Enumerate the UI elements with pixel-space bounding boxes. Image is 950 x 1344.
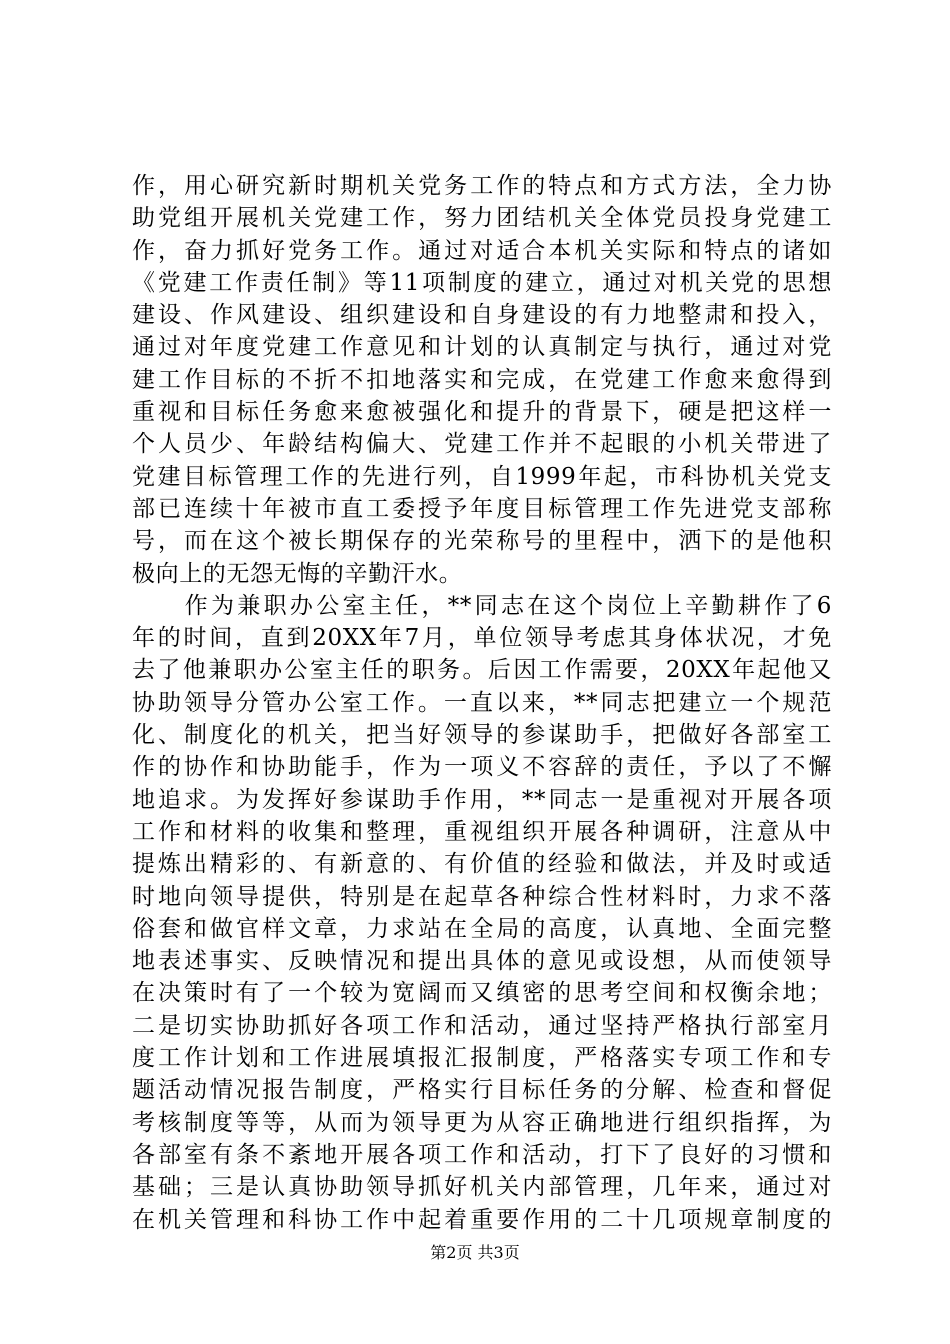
text-line: 个人员少、年龄结构偏大、党建工作并不起眼的小机关带进了 bbox=[132, 431, 832, 458]
body-text bbox=[132, 170, 832, 1236]
text-line: 助党组开展机关党建工作，努力团结机关全体党员投身党建工 bbox=[132, 205, 832, 232]
text-line: 部已连续十年被市直工委授予年度目标管理工作先进党支部称 bbox=[132, 495, 832, 522]
text-line: 作，奋力抓好党务工作。通过对适合本机关实际和特点的诸如 bbox=[132, 237, 832, 264]
text-line: 各部室有条不紊地开展各项工作和活动，打下了良好的习惯和 bbox=[132, 1141, 832, 1168]
text-line: 地追求。为发挥好参谋助手作用，**同志一是重视对开展各项 bbox=[132, 786, 832, 813]
text-line: 在决策时有了一个较为宽阔而又缜密的思考空间和权衡余地； bbox=[132, 980, 832, 1007]
text-line: 通过对年度党建工作意见和计划的认真制定与执行，通过对党 bbox=[132, 334, 832, 361]
text-line: 建设、作风建设、组织建设和自身建设的有力地整肃和投入， bbox=[132, 302, 832, 329]
text-line: 号，而在这个被长期保存的光荣称号的里程中，洒下的是他积 bbox=[132, 528, 832, 555]
text-line: 题活动情况报告制度，严格实行目标任务的分解、检查和督促 bbox=[132, 1077, 832, 1104]
text-line: 极向上的无怨无悔的辛勤汗水。 bbox=[132, 560, 463, 587]
text-line: 作的协作和协助能手，作为一项义不容辞的责任，予以了不懈 bbox=[132, 754, 832, 781]
text-line: 二是切实协助抓好各项工作和活动，通过坚持严格执行部室月 bbox=[132, 1012, 832, 1039]
text-line: 作为兼职办公室主任，**同志在这个岗位上辛勤耕作了6 bbox=[132, 592, 832, 619]
text-line: 考核制度等等，从而为领导更为从容正确地进行组织指挥，为 bbox=[132, 1109, 832, 1136]
text-line: 协助领导分管办公室工作。一直以来，**同志把建立一个规范 bbox=[132, 689, 832, 716]
text-line: 度工作计划和工作进展填报汇报制度，严格落实专项工作和专 bbox=[132, 1045, 832, 1072]
text-line: 年的时间，直到20XX年7月，单位领导考虑其身体状况，才免 bbox=[132, 625, 832, 652]
text-line: 化、制度化的机关，把当好领导的参谋助手，把做好各部室工 bbox=[132, 722, 832, 749]
text-line: 重视和目标任务愈来愈被强化和提升的背景下，硬是把这样一 bbox=[132, 399, 832, 426]
text-line: 工作和材料的收集和整理，重视组织开展各种调研，注意从中 bbox=[132, 818, 832, 845]
text-line: 基础；三是认真协助领导抓好机关内部管理，几年来，通过对 bbox=[132, 1174, 832, 1201]
text-line: 《党建工作责任制》等11项制度的建立，通过对机关党的思想 bbox=[132, 269, 832, 296]
text-line: 俗套和做官样文章，力求站在全局的高度，认真地、全面完整 bbox=[132, 915, 832, 942]
text-line: 作，用心研究新时期机关党务工作的特点和方式方法，全力协 bbox=[132, 173, 832, 199]
text-line: 建工作目标的不折不扣地落实和完成，在党建工作愈来愈得到 bbox=[132, 366, 832, 393]
text-line: 党建目标管理工作的先进行列，自1999年起，市科协机关党支 bbox=[132, 463, 832, 490]
text-line: 提炼出精彩的、有新意的、有价值的经验和做法，并及时或适 bbox=[132, 851, 832, 878]
text-line: 在机关管理和科协工作中起着重要作用的二十几项规章制度的 bbox=[132, 1206, 832, 1233]
text-line: 去了他兼职办公室主任的职务。后因工作需要，20XX年起他又 bbox=[132, 657, 832, 684]
text-line: 时地向领导提供，特别是在起草各种综合性材料时，力求不落 bbox=[132, 883, 832, 910]
text-line: 地表述事实、反映情况和提出具体的意见或设想，从而使领导 bbox=[132, 948, 832, 975]
page-number-footer: 第2页 共3页 bbox=[430, 1243, 520, 1262]
